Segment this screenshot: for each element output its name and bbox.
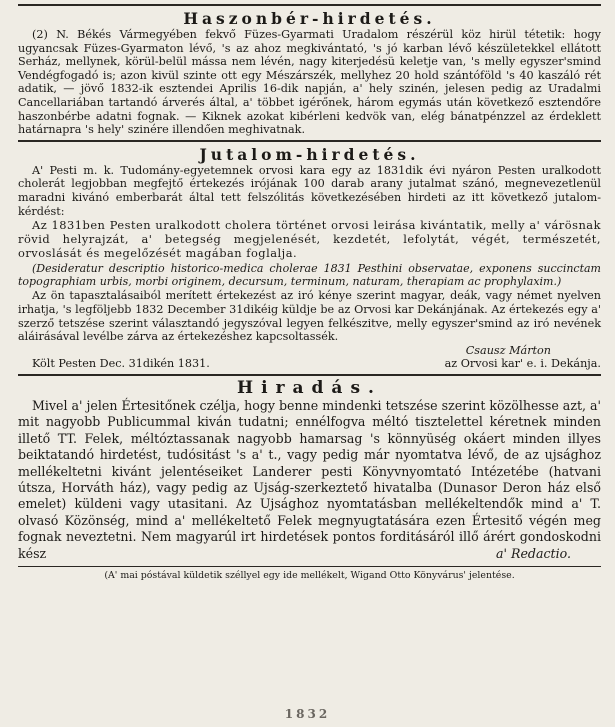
page-mark: 1832 [284, 707, 331, 721]
section-divider [18, 374, 601, 376]
prize-signature-row-2 [18, 357, 601, 371]
prize-signature-name: Csausz Márton [465, 343, 551, 357]
prize-signature-title: az Orvosi kar' e. i. Dekánja. [444, 357, 601, 371]
footnote: (A' mai póstával küldetik széllyel egy ide mellékelt, Wigand Otto Könyvárus' jelentése. [104, 570, 515, 582]
prize-question: Az 1831ben Pesten uralkodott cholera történet orvosi leirása kivántatik, melly a' várösnak rövid helyrajzát, a' betegség megjelenését, kezdetét, lefolytát, végét, természetét, orvoslását és megelőzését magában foglalja. [18, 218, 601, 260]
announcement-signature: a' Redactio. [496, 545, 571, 561]
prize-signature-row-1 [18, 344, 601, 358]
prize-question-latin: (Desideratur descriptio historico-medica cholerae 1831 Pesthini observatae, exponens succinctam topographiam urbis, morbi originem, decursum, terminum, naturam, therapiam ac prophylaxim.) [18, 261, 601, 288]
prize-notice-heading: Jutalom-hirdetés. [199, 144, 420, 164]
prize-date: Költ Pesten Dec. 31dikén 1831. [32, 357, 210, 371]
announcement-heading: Hiradás. [237, 377, 382, 398]
prize-notice-intro: A' Pesti m. k. Tudomány-egyetemnek orvosi kara egy az 1831dik évi nyáron Pesten uralkodott cholerát legjobban megfejtő értekezés irójának 100 darab arany jutalmat szánó, megnevezetlenül maradni kivánó emberbarát által tett felszólitás következésében hirdeti az itt következő jutalom-kérdést: [18, 163, 601, 218]
announcement-body: Mivel a' jelen Értesitőnek czélja, hogy benne mindenki tetszése szerint közölhesse azt, a' mit nagyobb Publicummal kiván tudatni; ennélfogva méltó tisztelettel kéretnek minden illető TT. Felek, méltóztassanak nagyobb hamarsag 's könnyüség okáert minden illyes beiktatandó hirdetést, tudósitást 's a' t., vagy pedig már nyomtatva lévő, de az ujsághoz mellékeltetni kivánt jelentéseiket Landerer pesti Könyvnyomtató Intézetébe (hatvani útsza, Horváth ház), vagy pedig az Ujság-szerkeztető hivatalba (Dunasor Deron ház első emelet) küldeni vagy utasitani. Az Ujsághoz nyomtatásban mellékeltendők mind a' T. olvasó Közönség, mind a' mellékeltető Felek megnyugtatására ezen Értesitő végén meg fognak neveztetni. Nem magyarúl irt hirdetések pontos forditásáról illő árért gondoskodni kész [18, 397, 601, 561]
top-rule [18, 4, 601, 6]
section-divider [18, 140, 601, 142]
lease-notice-heading: Haszonbér-hirdetés. [183, 9, 436, 28]
prize-notice-body: Az ön tapasztalásaiból merített értekezést az iró kénye szerint magyar, deák, vagy német nyelven irhatja, 's legföljebb 1832 December 31dikéig küldje be az Orvosi kar Dekánjának. Az értekezés egy a' szerző tetszése szerint választandó jegyszóval legyen felkészitve, melly egyszer'smind az iró nevének aláirásával levélbe zárva az értekezéshez kapcsoltassék. [18, 289, 601, 344]
lease-notice-body: (2) N. Békés Vármegyében fekvő Füzes-Gyarmati Uradalom részérül köz hirül tétetik: hogy ugyancsak Füzes-Gyarmaton lévő, 's az ahoz megkivántató, 's jó karban lévő készületekkel ellátott Serház, mellynek, körül-belül mássa nem lévén, nagy kiterjedésü keletje van, 's melly egyszer'smind Vendégfogadó is; azon kivül szinte ott egy Mészárszék, mellyhez 20 hold szántóföld 's 40 kaszáló rét adatik, — jövő 1832-ik esztendei Aprilis 16-dik napján, a' hely szinén, jelesen pedig az Uradalmi Cancellariában tartandó árverés által, a' többet igérőnek, három egymás után következő esztendőre haszonbérbe adatni fognak. — Kiknek azokat kibérleni kedvök van, elég bánatpénzzel az érdeklett határnapra 's hely' szinére illendően meghivatnak. [18, 28, 601, 137]
footnote-divider [18, 566, 601, 567]
